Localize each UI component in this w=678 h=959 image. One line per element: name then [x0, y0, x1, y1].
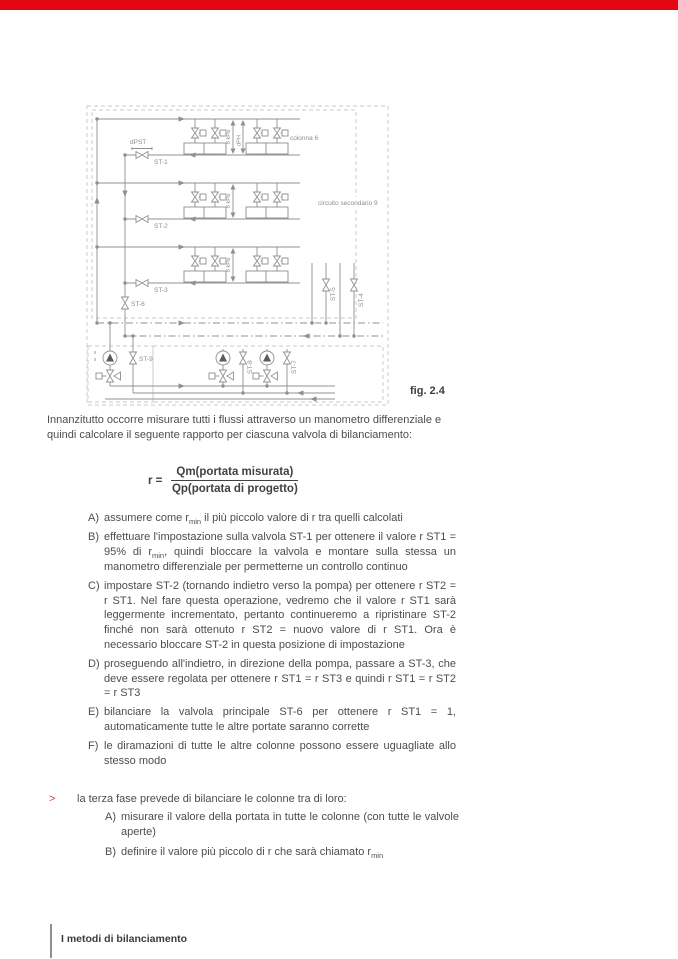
- valve-label: ST-7: [291, 360, 298, 374]
- pump-icon: [260, 351, 274, 365]
- step-text: bilanciare la valvola principale ST-6 per ottenere r ST1 = 1, automaticamente tutte le altre portate saranno corrette: [104, 706, 456, 734]
- formula-fraction: [171, 466, 298, 495]
- step-text: proseguendo all'indietro, in direzione della pompa, passare a ST-3, che deve essere regolata per ottenere r ST1 = r ST3 e quindi r ST1 = r ST2 = r ST3: [104, 657, 456, 700]
- dpst-label: dPST: [130, 139, 147, 146]
- step-label: C): [88, 579, 100, 592]
- step-label: E): [88, 706, 99, 719]
- step-text: definire il valore più piccolo di r che sarà chiamato $r_{min}$: [121, 845, 384, 860]
- pressure-label: 8 kPa: [226, 129, 232, 145]
- intro-paragraph: Innanzitutto occorre misurare tutti i flussi attraverso un manometro differenziale e quindi calcolare il seguente rapporto per ciascuna valvola di bilanciamento:: [47, 414, 442, 441]
- list-item: [105, 845, 459, 860]
- pump-icon: [103, 351, 117, 365]
- supply-riser: [94, 119, 99, 323]
- valve-st1-icon: [136, 152, 148, 159]
- list-item: [88, 579, 456, 653]
- formula-numerator: Qm(portata misurata): [171, 466, 298, 481]
- return-riser: [122, 155, 146, 336]
- list-item: [88, 705, 456, 734]
- valve-st5-icon: [323, 279, 330, 291]
- dph-label: dPH: [236, 135, 243, 146]
- valve-st3-icon: [136, 280, 148, 287]
- step-label: F): [88, 740, 99, 753]
- step-label: B): [88, 531, 99, 544]
- step-label: D): [88, 657, 100, 670]
- list-item: [88, 530, 456, 574]
- bottom-lines: [105, 383, 335, 401]
- list-item: [88, 657, 456, 701]
- balancing-steps-list: [88, 511, 456, 773]
- footer-rule: [50, 924, 52, 958]
- step-text: misurare il valore della portata in tutte le colonne (con tutte le valvole aperte): [121, 811, 459, 838]
- valve-st8-icon: [240, 352, 247, 364]
- third-phase-heading: [47, 792, 459, 807]
- hydraulic-schematic: [85, 103, 395, 411]
- pump-group-left: [95, 323, 153, 393]
- right-risers: [310, 263, 365, 338]
- ratio-formula: [148, 466, 298, 495]
- figure-caption: fig. 2.4: [410, 385, 445, 397]
- pressure-label: 8 kPa: [226, 257, 232, 273]
- third-phase-intro: la terza fase prevede di bilanciare le colonne tra di loro:: [77, 793, 347, 805]
- list-item: [88, 739, 456, 768]
- bullet-arrow: >: [49, 793, 56, 805]
- list-item: [105, 810, 459, 840]
- floor-2: [95, 180, 300, 230]
- circuito-label: circuito secondario 9: [318, 200, 378, 207]
- valve-label: ST-9: [139, 356, 153, 363]
- step-text: assumere come $r_{min}$ il più piccolo valore di r tra quelli calcolati: [104, 512, 403, 527]
- mixing-valve-icon: [253, 370, 278, 382]
- pump-icon: [216, 351, 230, 365]
- third-phase-section: [47, 792, 459, 864]
- list-item: [88, 511, 456, 526]
- step-text: impostare ST-2 (tornando indietro verso la pompa) per ottenere r ST2 = r ST1. Nel fare questa operazione, vedremo che il valore r ST1 sarà leggermente incrementato, pertanto continueremo a ripristinare ST-2 finché non sarà ottenuto r ST2 = nuovo valore di r ST1. Ora è necessario bloccare ST-2 in questa posizione di impostazione: [104, 579, 456, 651]
- valve-st9-icon: [130, 352, 137, 364]
- valve-st7-icon: [284, 352, 291, 364]
- colonna-label: colonna 6: [290, 135, 319, 142]
- formula-lhs: r =: [148, 474, 163, 487]
- valve-label: ST-5: [330, 287, 337, 301]
- floor-3: [95, 244, 300, 294]
- valve-label: ST-2: [154, 223, 168, 230]
- formula-denominator: Qp(portata di progetto): [171, 483, 298, 495]
- footer-chapter-title: I metodi di bilanciamento: [61, 933, 188, 945]
- valve-st4-icon: [351, 279, 358, 291]
- step-text: le diramazioni di tutte le altre colonne possono essere uguagliate allo stesso modo: [104, 740, 456, 768]
- valve-st2-icon: [136, 216, 148, 223]
- step-label: B): [105, 845, 116, 858]
- figure-2-4: [85, 103, 395, 411]
- valve-label: ST-3: [154, 287, 168, 294]
- pressure-label: 8 kPa: [226, 193, 232, 209]
- step-label: A): [105, 811, 116, 823]
- step-label: A): [88, 512, 99, 524]
- step-text: effettuare l'impostazione sulla valvola ST-1 per ottenere il valore r ST1 = 95% di $r_{min}$, quindi bloccare la valvola e montare sulla stessa un manometro differenziale per permetterne un controllo continuo: [104, 531, 456, 573]
- valve-st6-icon: [122, 297, 129, 309]
- third-phase-list: [47, 810, 459, 860]
- top-accent-bar: [0, 0, 678, 10]
- floor-1: [95, 116, 318, 166]
- valve-label: ST-1: [154, 159, 168, 166]
- valve-label: ST-8: [247, 360, 254, 374]
- mixing-valve-icon: [209, 370, 234, 382]
- valve-label: ST-4: [358, 293, 365, 307]
- valve-label: ST-6: [131, 301, 145, 308]
- mixing-valve-icon: [96, 370, 121, 382]
